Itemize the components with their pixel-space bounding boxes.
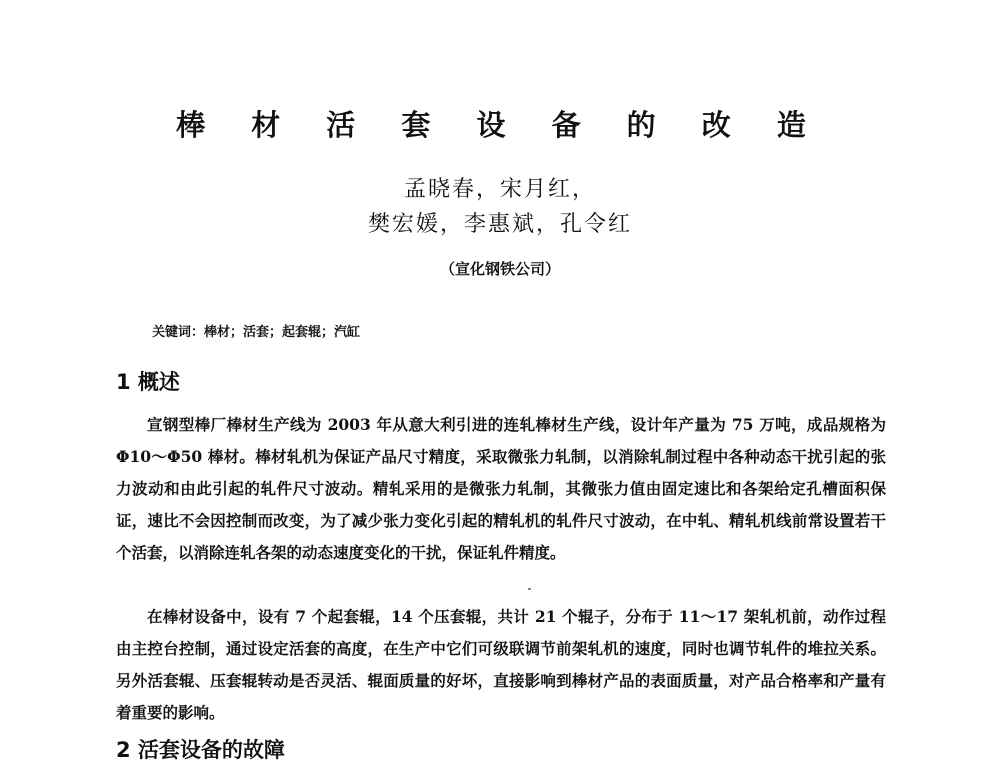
paper-title: 棒 材 活 套 设 备 的 改 造 bbox=[176, 108, 824, 142]
affiliation: （宣化钢铁公司） bbox=[439, 260, 560, 278]
section-1-heading: 1 概述 bbox=[116, 370, 180, 394]
section-1-paragraph-1: 宣钢型棒厂棒材生产线为 2003 年从意大利引进的连轧棒材生产线，设计年产量为 75 万吨，成品规格为Φ10～Φ50 棒材。棒材轧机为保证产品尺寸精度，采取微张力轧制，以消除轧制过程中各种动态干扰引起的张力波动和由此引起的轧件尺寸波动。精轧采用的是微张力轧制，其微张力值由固定速比和各架给定孔槽面积保证，速比不会因控制而改变，为了减少张力变化引起的精轧机的轧件尺寸波动，在中轧、精轧机线前常设置若干个活套，以消除连轧各架的动态速度变化的干扰，保证轧件精度。 bbox=[116, 415, 886, 562]
section-1-paragraph-2: 在棒材设备中，设有 7 个起套辊，14 个压套辊，共计 21 个辊子，分布于 11～17 架轧机前，动作过程由主控台控制，通过设定活套的高度，在生产中它们可级联调节前架轧机的速度，同时也调节轧件的堆拉关系。另外活套辊、压套辊转动是否灵活、辊面质量的好坏，直接影响到棒材产品的表面质量，对产品合格率和产量有着重要的影响。 bbox=[116, 607, 886, 722]
authors-line-1: 孟晓春，宋月红， bbox=[403, 177, 596, 202]
section-2-heading: 2 活套设备的故障 bbox=[116, 738, 285, 762]
keywords: 关键词：棒材；活套；起套辊；汽缸 bbox=[152, 325, 361, 340]
authors-line-2: 樊宏媛，李惠斌，孔令红 bbox=[367, 212, 632, 237]
scan-speck bbox=[528, 588, 531, 590]
